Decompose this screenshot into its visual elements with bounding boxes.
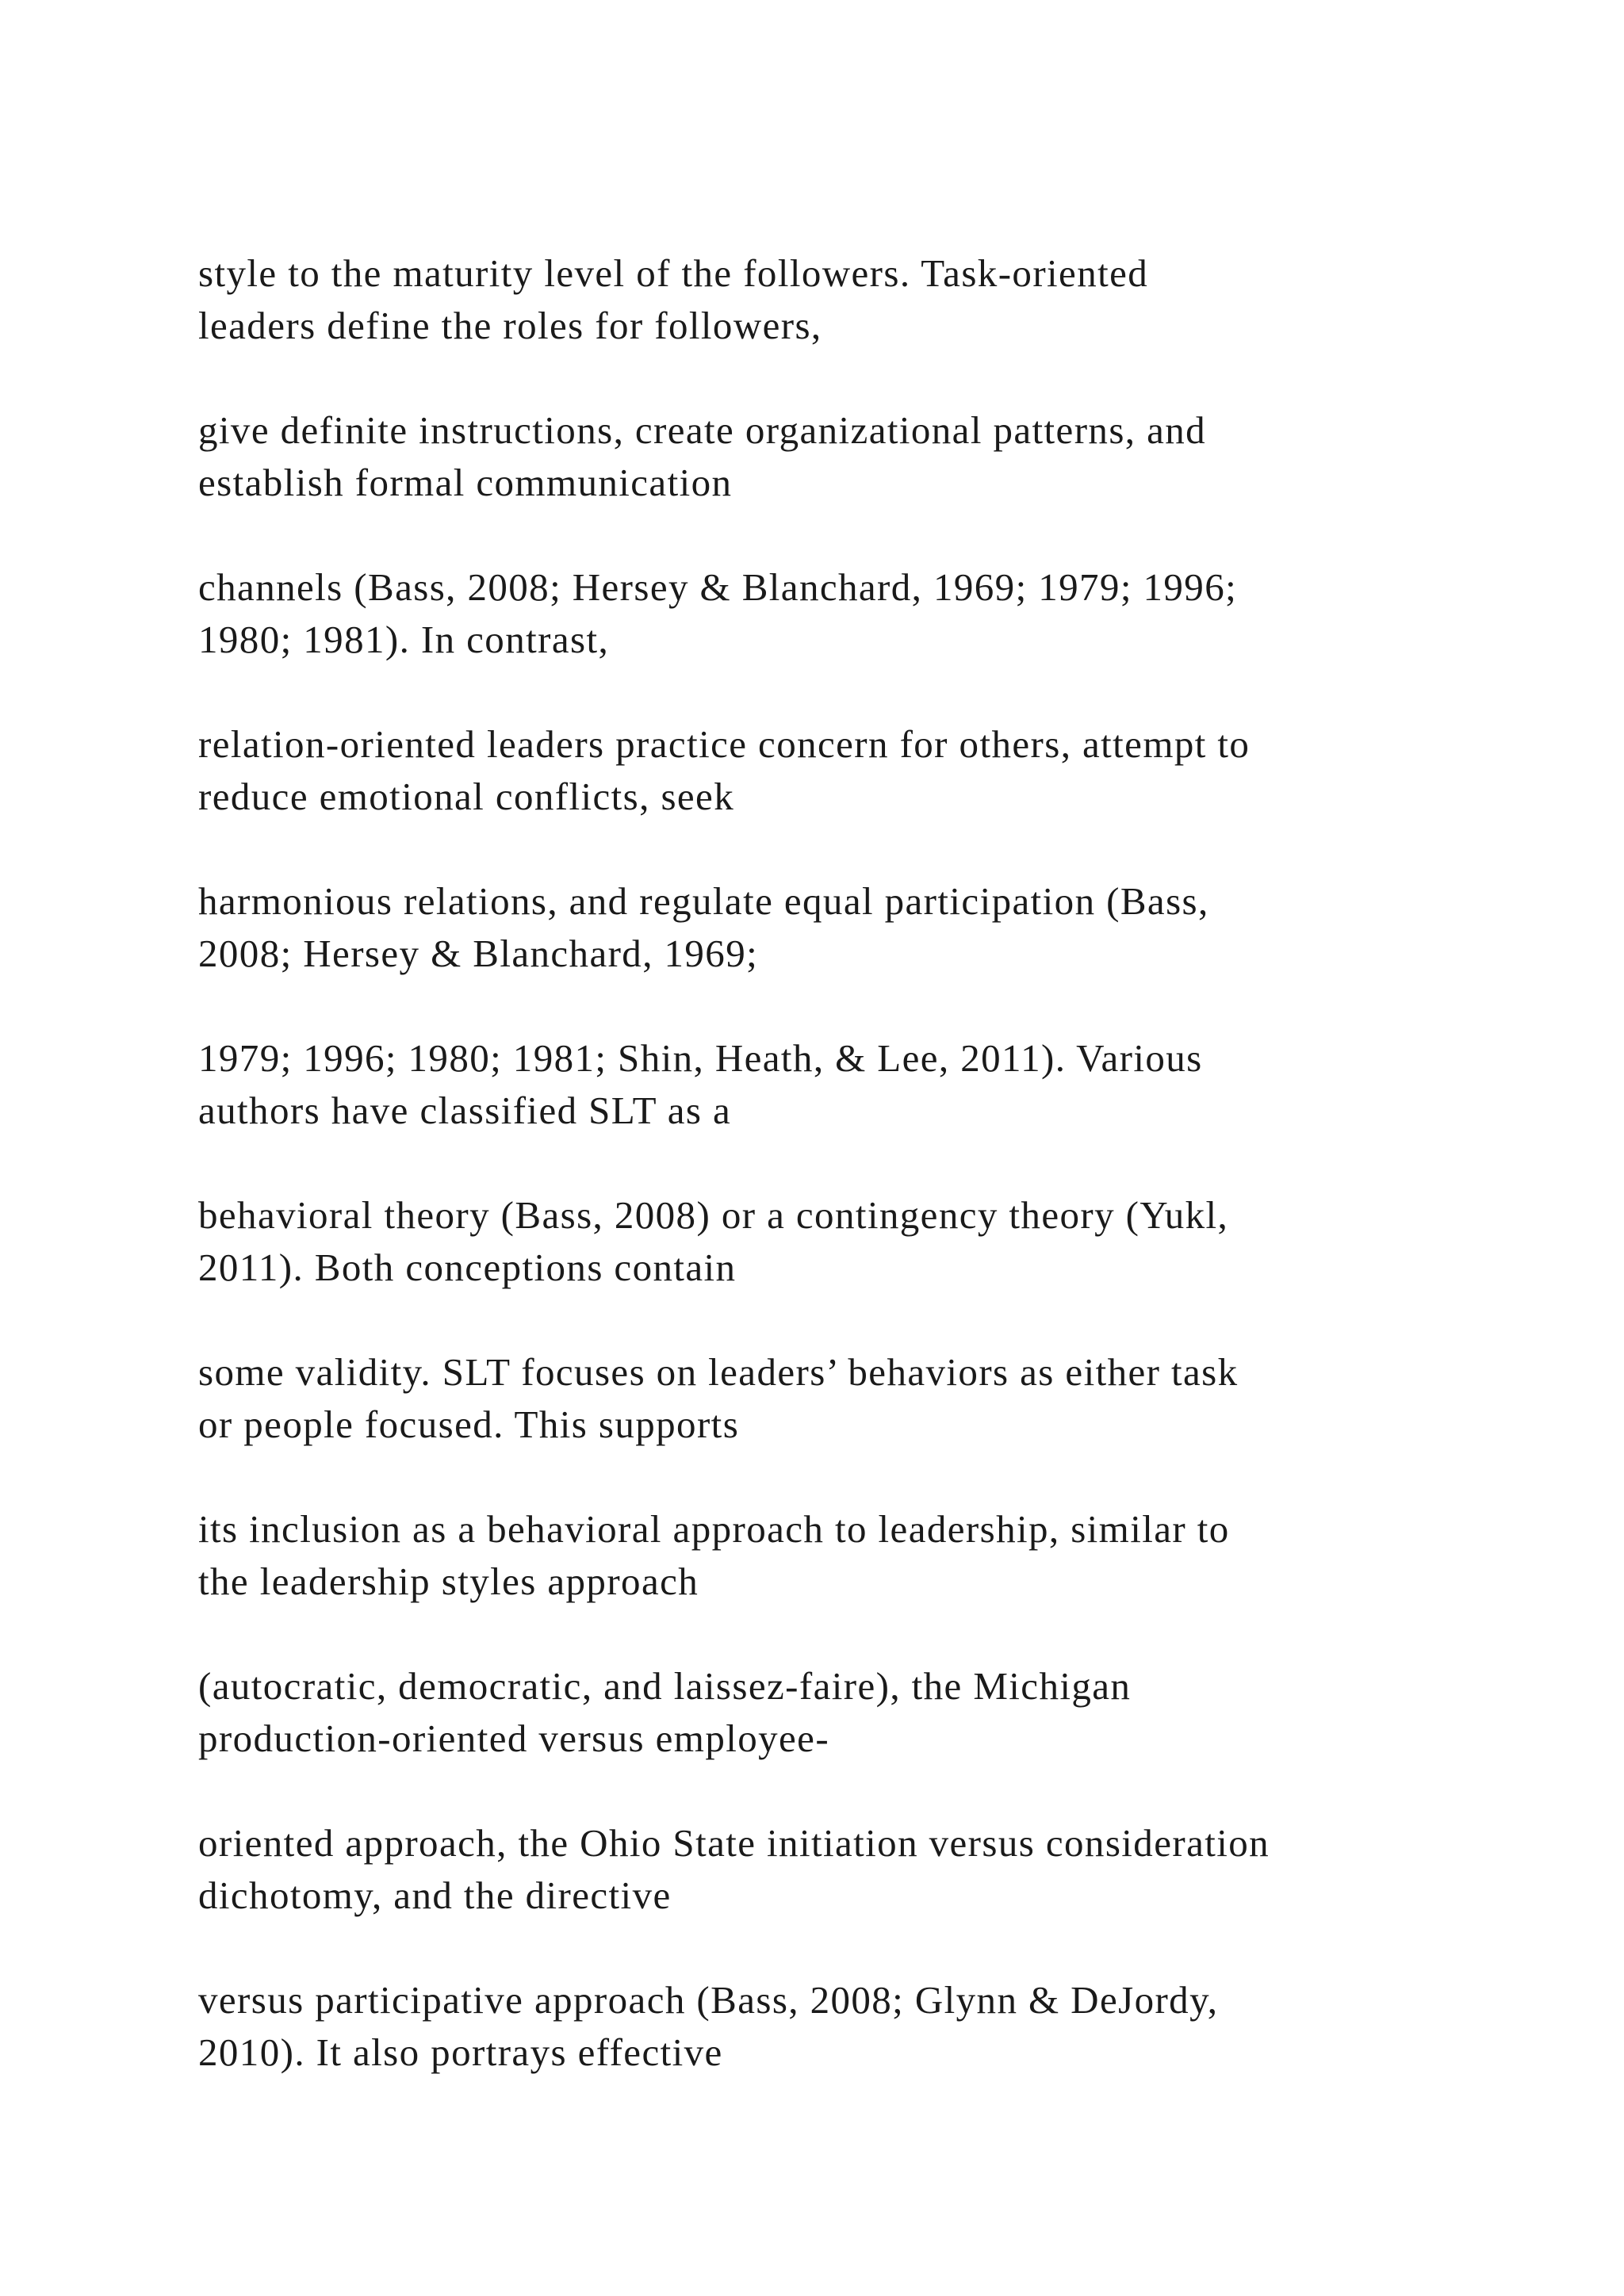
text-line: or people focused. This supports bbox=[198, 1402, 740, 1446]
paragraph bbox=[198, 1032, 1467, 1137]
text-line: leaders define the roles for followers, bbox=[198, 304, 822, 347]
text-line: dichotomy, and the directive bbox=[198, 1873, 672, 1917]
paragraph bbox=[198, 1660, 1467, 1765]
text-line: (autocratic, democratic, and laissez-faire), the Michigan bbox=[198, 1664, 1132, 1708]
paragraph bbox=[198, 1346, 1467, 1451]
text-line: 2011). Both conceptions contain bbox=[198, 1246, 737, 1289]
text-line: channels (Bass, 2008; Hersey & Blanchard, 1969; 1979; 1996; bbox=[198, 565, 1238, 609]
text-line: oriented approach, the Ohio State initiation versus consideration bbox=[198, 1821, 1270, 1865]
text-line: relation-oriented leaders practice concern for others, attempt to bbox=[198, 722, 1251, 766]
text-line: harmonious relations, and regulate equal participation (Bass, bbox=[198, 879, 1209, 923]
paragraph bbox=[198, 1974, 1467, 2079]
text-line: its inclusion as a behavioral approach to leadership, similar to bbox=[198, 1507, 1230, 1551]
text-line: production-oriented versus employee- bbox=[198, 1716, 830, 1760]
text-line: authors have classified SLT as a bbox=[198, 1089, 732, 1132]
text-line: establish formal communication bbox=[198, 461, 733, 504]
text-line: style to the maturity level of the followers. Task-oriented bbox=[198, 251, 1149, 295]
text-line: the leadership styles approach bbox=[198, 1559, 699, 1603]
text-line: 2010). It also portrays effective bbox=[198, 2030, 723, 2074]
text-line: behavioral theory (Bass, 2008) or a contingency theory (Yukl, bbox=[198, 1193, 1229, 1237]
text-line: versus participative approach (Bass, 2008; Glynn & DeJordy, bbox=[198, 1978, 1219, 2022]
paragraph bbox=[198, 875, 1467, 980]
text-line: 2008; Hersey & Blanchard, 1969; bbox=[198, 932, 759, 975]
paragraph bbox=[198, 1189, 1467, 1294]
paragraph bbox=[198, 1817, 1467, 1922]
paragraph bbox=[198, 247, 1467, 352]
text-line: some validity. SLT focuses on leaders’ behaviors as either task bbox=[198, 1350, 1239, 1394]
text-line: 1979; 1996; 1980; 1981; Shin, Heath, & Lee, 2011). Various bbox=[198, 1036, 1203, 1080]
paragraph bbox=[198, 404, 1467, 509]
text-line: 1980; 1981). In contrast, bbox=[198, 618, 610, 661]
text-line: give definite instructions, create organizational patterns, and bbox=[198, 408, 1207, 452]
paragraph bbox=[198, 1503, 1467, 1608]
body-text bbox=[198, 247, 1467, 2131]
text-line: reduce emotional conflicts, seek bbox=[198, 775, 735, 818]
paragraph bbox=[198, 561, 1467, 666]
paragraph bbox=[198, 718, 1467, 823]
